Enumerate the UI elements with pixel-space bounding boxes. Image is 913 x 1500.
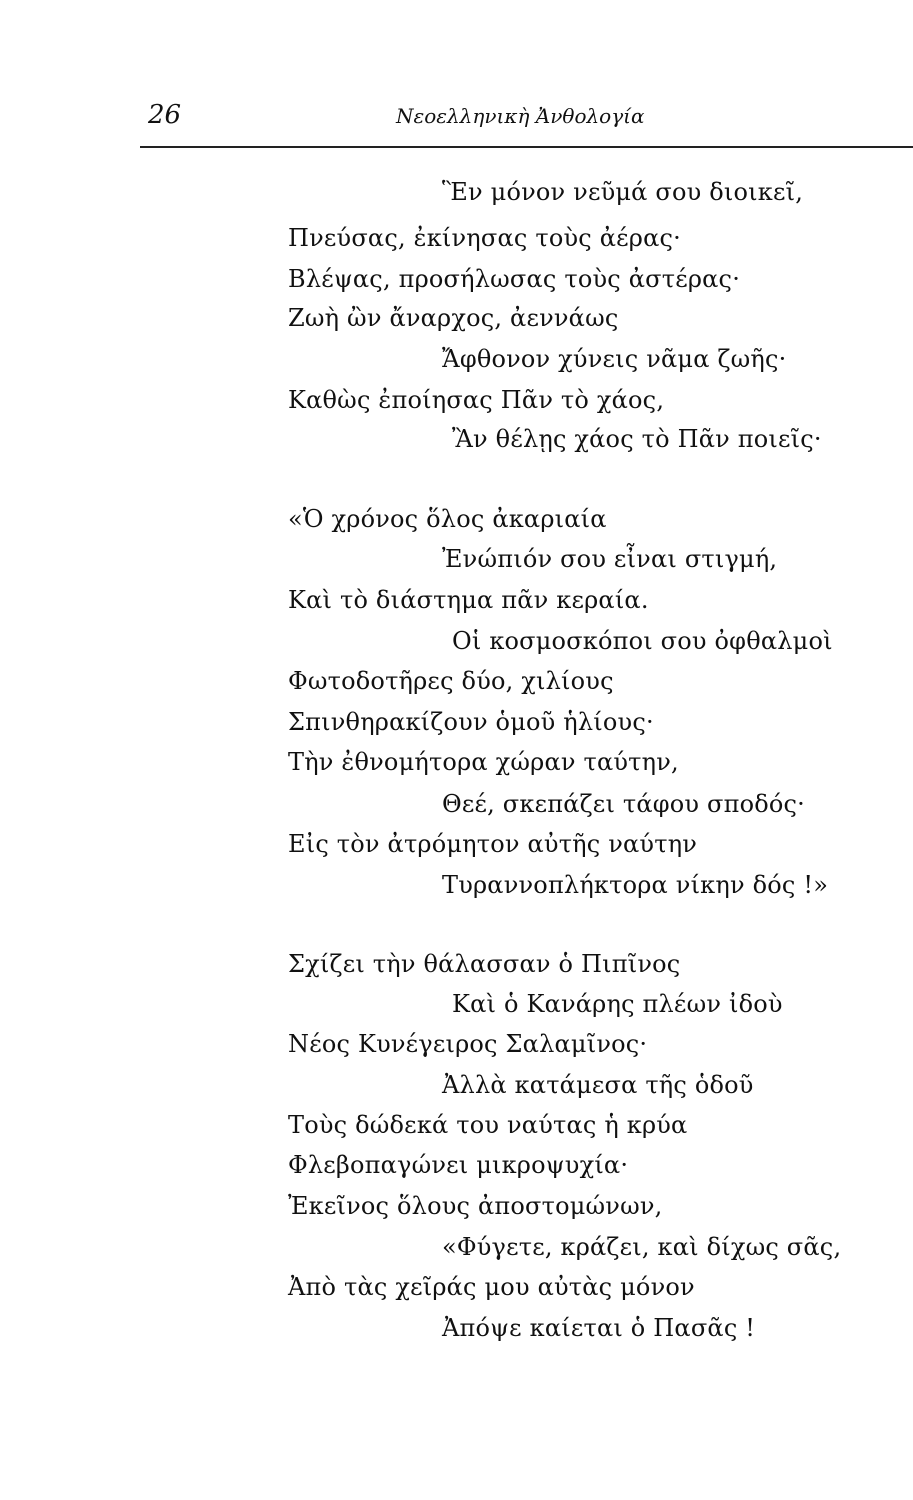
poem-line: Ἀπόψε καίεται ὁ Πασᾶς ! <box>442 1314 756 1342</box>
poem-line: Βλέψας, προσήλωσας τοὺς ἀστέρας· <box>288 265 741 293</box>
poem-line: Καὶ τὸ διάστημα πᾶν κεραία. <box>288 586 649 614</box>
poem-line: Οἱ κοσμοσκόποι σου ὀφθαλμοὶ <box>452 627 833 655</box>
poem-line: Νέος Κυνέγειρος Σαλαμῖνος· <box>288 1030 648 1058</box>
poem-line: Ἂν θέλῃς χάος τὸ Πᾶν ποιεῖς· <box>452 425 822 453</box>
header-rule <box>140 146 913 148</box>
running-title: Νεοελληνικὴ Ἀνθολογία <box>396 104 645 128</box>
poem-line: Θεέ, σκεπάζει τάφου σποδός· <box>442 790 806 818</box>
poem-line: Ἐνώπιόν σου εἶναι στιγμή, <box>442 545 778 573</box>
poem-line: Φλεβοπαγώνει μικροψυχία· <box>288 1151 629 1179</box>
poem-line: Τοὺς δώδεκά του ναύτας ἡ κρύα <box>288 1111 688 1139</box>
poem-line: Σπινθηρακίζουν ὁμοῦ ἡλίους· <box>288 708 654 736</box>
poem-line: Ἀλλὰ κατάμεσα τῆς ὁδοῦ <box>442 1071 754 1099</box>
poem-line: Εἰς τὸν ἀτρόμητον αὐτῆς ναύτην <box>288 830 698 858</box>
poem-line: Σχίζει τὴν θάλασσαν ὁ Πιπῖνος <box>288 950 681 978</box>
poem-line: Ἀπὸ τὰς χεῖράς μου αὐτὰς μόνον <box>288 1273 695 1301</box>
poem-line: Τυραννοπλήκτορα νίκην δός !» <box>442 871 829 899</box>
poem-line: Φωτοδοτῆρες δύο, χιλίους <box>288 667 614 695</box>
poem-line: Καὶ ὁ Κανάρης πλέων ἰδοὺ <box>452 990 783 1018</box>
poem-line: «Φύγετε, κράζει, καὶ δίχως σᾶς, <box>442 1233 842 1261</box>
poem-line: Ἐκεῖνος ὅλους ἀποστομώνων, <box>288 1192 663 1220</box>
poem-line: Πνεύσας, ἐκίνησας τοὺς ἀέρας· <box>288 224 681 252</box>
poem-line: Ἓν μόνον νεῦμά σου διοικεῖ, <box>442 178 804 206</box>
poem-line: «Ὁ χρόνος ὅλος ἀκαριαία <box>288 505 607 533</box>
poem-line: Ἄφθονον χύνεις νᾶμα ζωῆς· <box>442 345 787 373</box>
poem-line: Ζωὴ ὢν ἄναρχος, ἀεννάως <box>288 304 619 332</box>
page-number: 26 <box>148 100 182 130</box>
poem-line: Καθὼς ἐποίησας Πᾶν τὸ χάος, <box>288 386 665 414</box>
poem-line: Τὴν ἐθνομήτορα χώραν ταύτην, <box>288 748 679 776</box>
